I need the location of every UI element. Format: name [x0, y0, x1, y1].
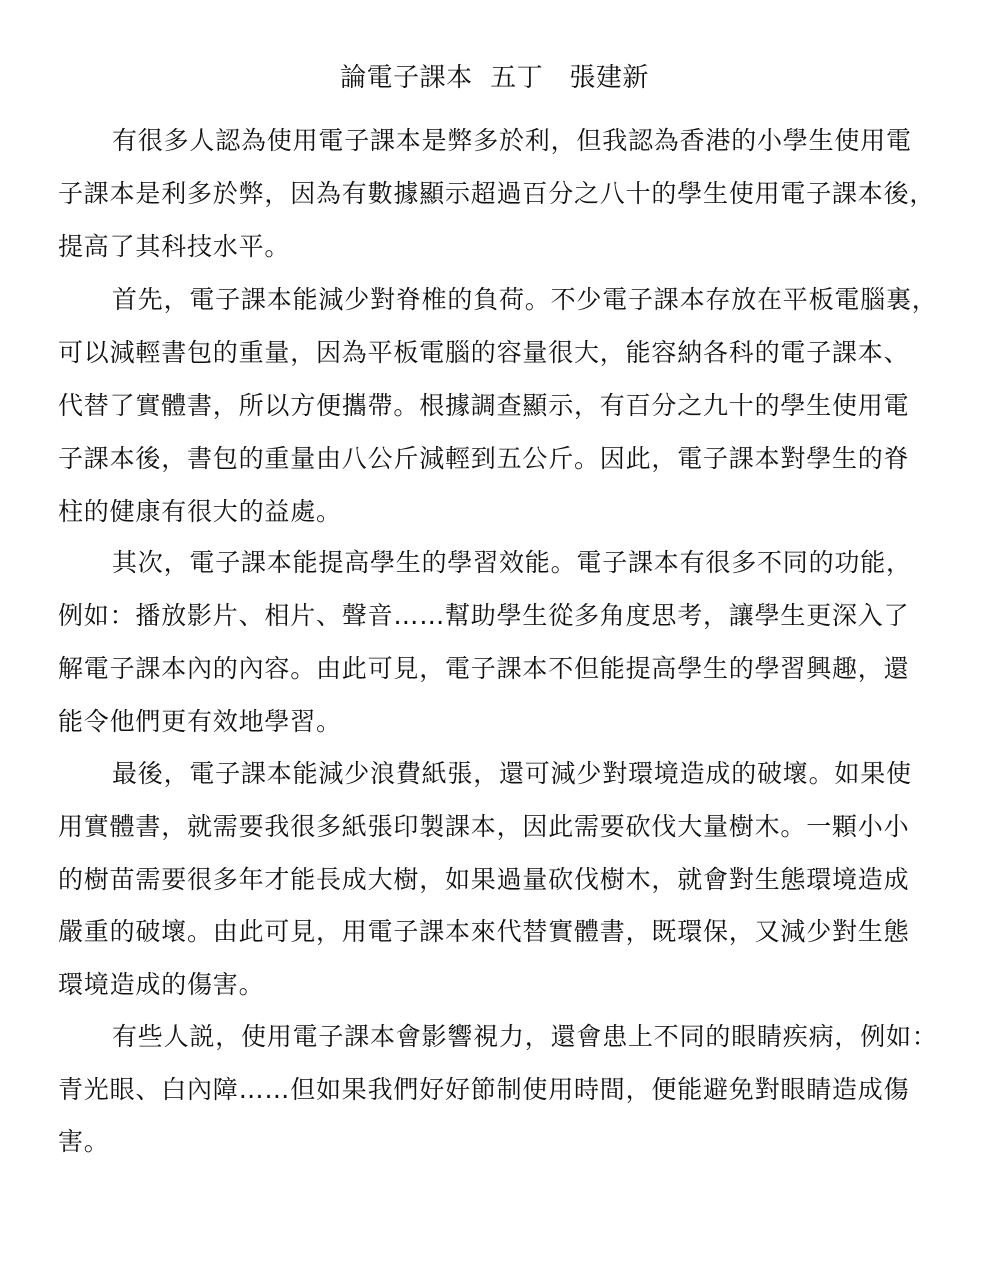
text-line: 有很多人認為使用電子課本是弊多於利，但我認為香港的小學生使用電 — [112, 126, 912, 155]
text-line: 的樹苗需要很多年才能長成大樹，如果過量砍伐樹木，就會對生態環境造成 — [58, 865, 910, 894]
text-line: 害。 — [58, 1127, 110, 1156]
text-line: 柱的健康有很大的益處。 — [58, 497, 342, 526]
text-line: 有些人説，使用電子課本會影響視力，還會患上不同的眼睛疾病，例如： — [112, 1022, 938, 1051]
text-line: 能令他們更有效地學習。 — [58, 707, 342, 736]
text-line: 子課本是利多於弊，因為有數據顯示超過百分之八十的學生使用電子課本後， — [58, 179, 936, 208]
text-line: 嚴重的破壞。由此可見，用電子課本來代替實體書，既環保，又減少對生態 — [58, 917, 910, 946]
text-line: 其次，電子課本能提高學生的學習效能。電子課本有很多不同的功能， — [112, 548, 912, 577]
text-line: 例如：播放影片、相片、聲音……幫助學生從多角度思考，讓學生更深入了 — [58, 601, 910, 630]
document-title: 論電子課本 五丁 張建新 — [340, 63, 649, 93]
text-line: 首先，電子課本能減少對脊椎的負荷。不少電子課本存放在平板電腦裏， — [112, 285, 938, 314]
text-line: 可以減輕書包的重量，因為平板電腦的容量很大，能容納各科的電子課本、 — [58, 338, 910, 367]
text-line: 解電子課本內的內容。由此可見，電子課本不但能提高學生的學習興趣，還 — [58, 654, 910, 683]
text-line: 用實體書，就需要我很多紙張印製課本，因此需要砍伐大量樹木。一顆小小 — [58, 812, 910, 841]
text-line: 提高了其科技水平。 — [58, 232, 291, 261]
text-line: 子課本後，書包的重量由八公斤減輕到五公斤。因此，電子課本對學生的脊 — [58, 444, 910, 473]
text-line: 最後，電子課本能減少浪費紙張，還可減少對環境造成的破壞。如果使 — [112, 759, 912, 788]
text-line: 環境造成的傷害。 — [58, 970, 265, 999]
text-line: 青光眼、白內障……但如果我們好好節制使用時間，便能避免對眼睛造成傷 — [58, 1075, 910, 1104]
text-line: 代替了實體書，所以方便攜帶。根據調查顯示，有百分之九十的學生使用電 — [58, 391, 910, 420]
